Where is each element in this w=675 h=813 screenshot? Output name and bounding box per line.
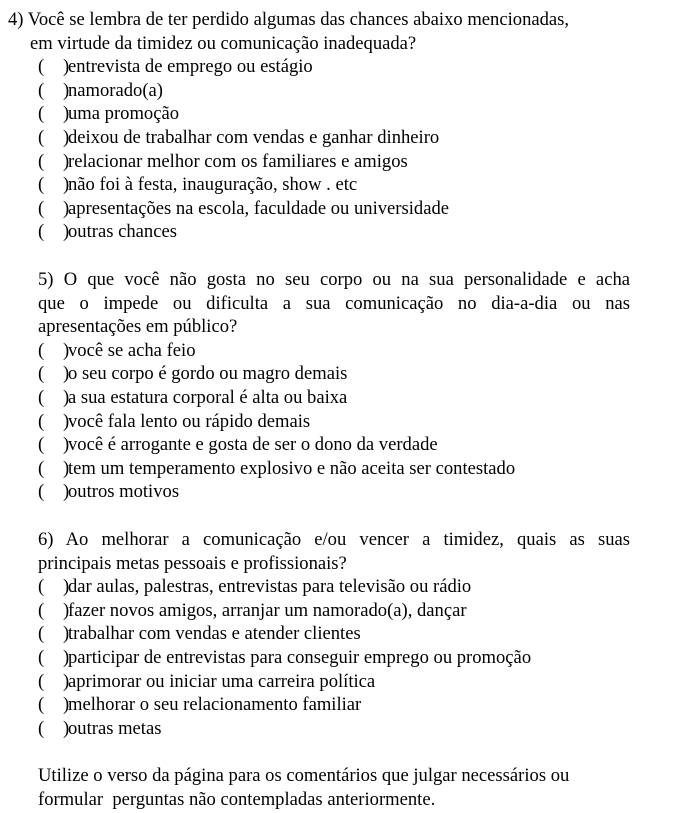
checkbox-close: ) xyxy=(63,386,70,408)
option-text: você se acha feio xyxy=(68,339,196,361)
checkbox-close: ) xyxy=(63,623,70,645)
option-item[interactable] xyxy=(0,599,675,623)
checkbox-open: ( xyxy=(38,646,45,668)
checkbox-close: ) xyxy=(63,717,70,739)
checkbox-open: ( xyxy=(38,197,45,219)
checkbox-close: ) xyxy=(63,103,70,125)
checkbox-close: ) xyxy=(63,79,70,101)
checkbox-close: ) xyxy=(63,410,70,432)
option-text: participar de entrevistas para conseguir emprego ou promoção xyxy=(68,646,532,668)
option-item[interactable] xyxy=(0,126,675,150)
option-text: trabalhar com vendas e atender clientes xyxy=(68,623,361,645)
checkbox-open: ( xyxy=(38,126,45,148)
option-item[interactable] xyxy=(0,410,675,434)
checkbox-close: ) xyxy=(63,576,70,598)
option-item[interactable] xyxy=(0,55,675,79)
question-4-title-line-2: em virtude da timidez ou comunicação inadequada? xyxy=(30,32,417,54)
checkbox-open: ( xyxy=(38,717,45,739)
option-item[interactable] xyxy=(0,433,675,457)
option-item[interactable] xyxy=(0,386,675,410)
option-item[interactable] xyxy=(0,173,675,197)
checkbox-open: ( xyxy=(38,434,45,456)
question-4-title-line-1: 4) Você se lembra de ter perdido algumas das chances abaixo mencionadas, xyxy=(8,9,570,30)
question-5 xyxy=(0,268,675,504)
option-item[interactable] xyxy=(0,480,675,504)
option-item[interactable] xyxy=(0,79,675,103)
option-item[interactable] xyxy=(0,339,675,363)
option-item[interactable] xyxy=(0,622,675,646)
question-5-title-line-1: 5) O que você não gosta no seu corpo ou na sua personalidade e acha xyxy=(38,269,630,290)
option-item[interactable] xyxy=(0,220,675,244)
closing-line-2: formular perguntas não contempladas anteriormente. xyxy=(38,788,436,810)
checkbox-close: ) xyxy=(63,339,70,361)
checkbox-close: ) xyxy=(63,126,70,148)
checkbox-open: ( xyxy=(38,457,45,479)
checkbox-open: ( xyxy=(38,79,45,101)
question-6-title-line-1: 6) Ao melhorar a comunicação e/ou vencer a timidez, quais as suas xyxy=(38,529,630,550)
option-text: dar aulas, palestras, entrevistas para televisão ou rádio xyxy=(68,576,472,598)
checkbox-open: ( xyxy=(38,56,45,78)
checkbox-close: ) xyxy=(63,150,70,172)
question-6-options xyxy=(0,575,675,740)
option-text: melhorar o seu relacionamento familiar xyxy=(68,694,362,716)
option-text: não foi à festa, inauguração, show . etc xyxy=(68,174,358,196)
option-item[interactable] xyxy=(0,457,675,481)
option-text: o seu corpo é gordo ou magro demais xyxy=(68,363,348,385)
question-5-title xyxy=(38,268,630,339)
option-text: apresentações na escola, faculdade ou universidade xyxy=(68,197,449,219)
checkbox-open: ( xyxy=(38,623,45,645)
option-text: outros motivos xyxy=(68,481,180,503)
option-text: outras chances xyxy=(68,221,177,243)
checkbox-open: ( xyxy=(38,599,45,621)
option-item[interactable] xyxy=(0,670,675,694)
question-5-title-line-2: que o impede ou dificulta a sua comunicação no dia-a-dia ou nas xyxy=(38,292,630,314)
option-item[interactable] xyxy=(0,646,675,670)
option-text: a sua estatura corporal é alta ou baixa xyxy=(68,386,348,408)
option-item[interactable] xyxy=(0,362,675,386)
checkbox-close: ) xyxy=(63,56,70,78)
question-6-title xyxy=(38,528,630,575)
question-4 xyxy=(0,8,675,244)
checkbox-open: ( xyxy=(38,670,45,692)
option-text: você é arrogante e gosta de ser o dono da verdade xyxy=(68,434,438,456)
checkbox-close: ) xyxy=(63,434,70,456)
option-text: deixou de trabalhar com vendas e ganhar dinheiro xyxy=(68,126,440,148)
checkbox-open: ( xyxy=(38,150,45,172)
checkbox-open: ( xyxy=(38,174,45,196)
option-item[interactable] xyxy=(0,150,675,174)
option-item[interactable] xyxy=(0,197,675,221)
question-5-options xyxy=(0,339,675,504)
option-text: você fala lento ou rápido demais xyxy=(68,410,311,432)
checkbox-open: ( xyxy=(38,363,45,385)
option-item[interactable] xyxy=(0,102,675,126)
option-text: namorado(a) xyxy=(68,79,163,101)
checkbox-close: ) xyxy=(63,221,70,243)
checkbox-open: ( xyxy=(38,386,45,408)
checkbox-open: ( xyxy=(38,576,45,598)
checkbox-close: ) xyxy=(63,481,70,503)
question-6 xyxy=(0,528,675,740)
option-text: tem um temperamento explosivo e não aceita ser contestado xyxy=(68,457,516,479)
question-6-title-line-2: principais metas pessoais e profissionais? xyxy=(38,552,347,574)
option-text: relacionar melhor com os familiares e amigos xyxy=(68,150,408,172)
option-item[interactable] xyxy=(0,575,675,599)
checkbox-open: ( xyxy=(38,410,45,432)
option-text: aprimorar ou iniciar uma carreira política xyxy=(68,670,376,692)
checkbox-open: ( xyxy=(38,694,45,716)
checkbox-close: ) xyxy=(63,174,70,196)
option-text: uma promoção xyxy=(68,103,180,125)
checkbox-open: ( xyxy=(38,481,45,503)
checkbox-open: ( xyxy=(38,103,45,125)
checkbox-close: ) xyxy=(63,694,70,716)
option-text: fazer novos amigos, arranjar um namorado(a), dançar xyxy=(68,599,467,621)
option-text: entrevista de emprego ou estágio xyxy=(68,56,313,78)
option-item[interactable] xyxy=(0,693,675,717)
option-item[interactable] xyxy=(0,717,675,741)
closing-note xyxy=(0,764,675,811)
checkbox-close: ) xyxy=(63,363,70,385)
checkbox-close: ) xyxy=(63,599,70,621)
question-4-options xyxy=(0,55,675,244)
checkbox-open: ( xyxy=(38,221,45,243)
question-5-title-line-3: apresentações em público? xyxy=(38,316,238,338)
closing-line-1: Utilize o verso da página para os comentários que julgar necessários ou xyxy=(38,765,570,786)
checkbox-open: ( xyxy=(38,339,45,361)
checkbox-close: ) xyxy=(63,197,70,219)
checkbox-close: ) xyxy=(63,457,70,479)
option-text: outras metas xyxy=(68,717,162,739)
closing-note-text xyxy=(38,764,675,811)
checkbox-close: ) xyxy=(63,670,70,692)
checkbox-close: ) xyxy=(63,646,70,668)
